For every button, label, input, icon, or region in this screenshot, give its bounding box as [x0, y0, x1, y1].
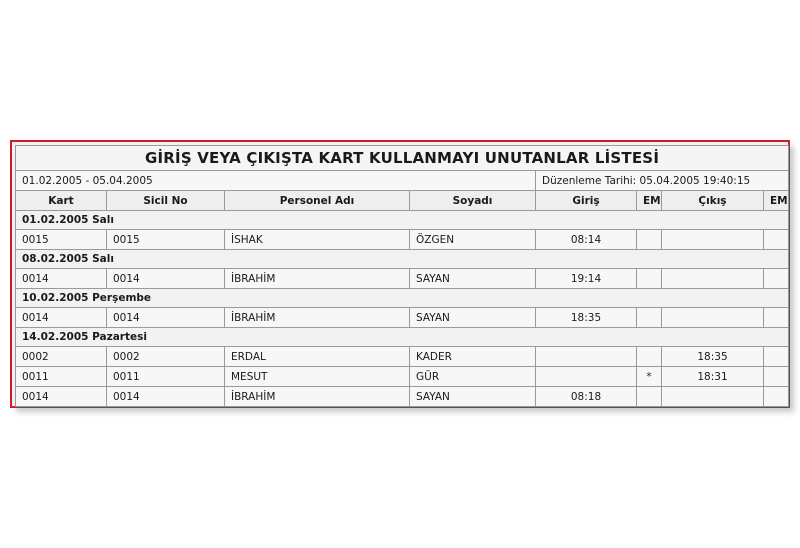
cell-em-giris: [637, 230, 662, 250]
cell-personel-adi: MESUT: [225, 367, 410, 387]
cell-em-giris: [637, 347, 662, 367]
column-header-cikis: Çıkış: [662, 191, 764, 211]
cell-giris: [536, 367, 637, 387]
cell-cikis: [662, 387, 764, 407]
day-label: 10.02.2005 Perşembe: [16, 289, 789, 308]
day-group-row: [16, 211, 789, 230]
day-group-row: [16, 328, 789, 347]
column-header-sicil-no: Sicil No: [107, 191, 225, 211]
cell-cikis: [662, 269, 764, 289]
cell-soyadi: SAYAN: [410, 269, 536, 289]
report-panel: [10, 140, 790, 408]
cell-kart: 0011: [16, 367, 107, 387]
cell-sicil-no: 0014: [107, 269, 225, 289]
table-row: [16, 308, 789, 328]
cell-personel-adi: İBRAHİM: [225, 308, 410, 328]
column-header-row: [16, 191, 789, 211]
cell-kart: 0014: [16, 387, 107, 407]
cell-kart: 0014: [16, 269, 107, 289]
column-header-giris: Giriş: [536, 191, 637, 211]
cell-giris: 18:35: [536, 308, 637, 328]
cell-em-giris: *: [637, 367, 662, 387]
cell-em-cikis: [764, 308, 789, 328]
cell-personel-adi: İBRAHİM: [225, 269, 410, 289]
cell-giris: [536, 347, 637, 367]
cell-cikis: [662, 230, 764, 250]
cell-personel-adi: ERDAL: [225, 347, 410, 367]
day-label: 14.02.2005 Pazartesi: [16, 328, 789, 347]
cell-soyadi: GÜR: [410, 367, 536, 387]
table-row: [16, 269, 789, 289]
cell-soyadi: KADER: [410, 347, 536, 367]
cell-giris: 08:14: [536, 230, 637, 250]
cell-sicil-no: 0002: [107, 347, 225, 367]
cell-sicil-no: 0014: [107, 308, 225, 328]
day-group-row: [16, 250, 789, 269]
cell-kart: 0014: [16, 308, 107, 328]
cell-sicil-no: 0011: [107, 367, 225, 387]
day-group-row: [16, 289, 789, 308]
cell-sicil-no: 0015: [107, 230, 225, 250]
cell-kart: 0015: [16, 230, 107, 250]
cell-em-cikis: [764, 387, 789, 407]
cell-kart: 0002: [16, 347, 107, 367]
cell-em-cikis: [764, 347, 789, 367]
table-row: [16, 230, 789, 250]
edit-date: Düzenleme Tarihi: 05.04.2005 19:40:15: [536, 171, 789, 191]
column-header-em-giris: EM: [637, 191, 662, 211]
day-label: 01.02.2005 Salı: [16, 211, 789, 230]
table-row: [16, 367, 789, 387]
cell-cikis: 18:31: [662, 367, 764, 387]
info-row: [16, 171, 789, 191]
cell-em-giris: [637, 387, 662, 407]
date-range: 01.02.2005 - 05.04.2005: [16, 171, 536, 191]
cell-soyadi: SAYAN: [410, 387, 536, 407]
table-row: [16, 347, 789, 367]
cell-cikis: 18:35: [662, 347, 764, 367]
column-header-personel-adi: Personel Adı: [225, 191, 410, 211]
cell-giris: 19:14: [536, 269, 637, 289]
cell-personel-adi: İSHAK: [225, 230, 410, 250]
title-row: [16, 146, 789, 171]
cell-em-cikis: [764, 269, 789, 289]
report-title: GİRİŞ VEYA ÇIKIŞTA KART KULLANMAYI UNUTANLAR LİSTESİ: [16, 146, 789, 171]
cell-soyadi: ÖZGEN: [410, 230, 536, 250]
cell-em-giris: [637, 269, 662, 289]
cell-giris: 08:18: [536, 387, 637, 407]
cell-sicil-no: 0014: [107, 387, 225, 407]
cell-personel-adi: İBRAHİM: [225, 387, 410, 407]
column-header-kart: Kart: [16, 191, 107, 211]
cell-soyadi: SAYAN: [410, 308, 536, 328]
column-header-em-cikis: EM: [764, 191, 789, 211]
day-label: 08.02.2005 Salı: [16, 250, 789, 269]
cell-cikis: [662, 308, 764, 328]
cell-em-cikis: [764, 230, 789, 250]
cell-em-cikis: [764, 367, 789, 387]
table-row: [16, 387, 789, 407]
column-header-soyadi: Soyadı: [410, 191, 536, 211]
report-table: [15, 145, 789, 407]
cell-em-giris: [637, 308, 662, 328]
